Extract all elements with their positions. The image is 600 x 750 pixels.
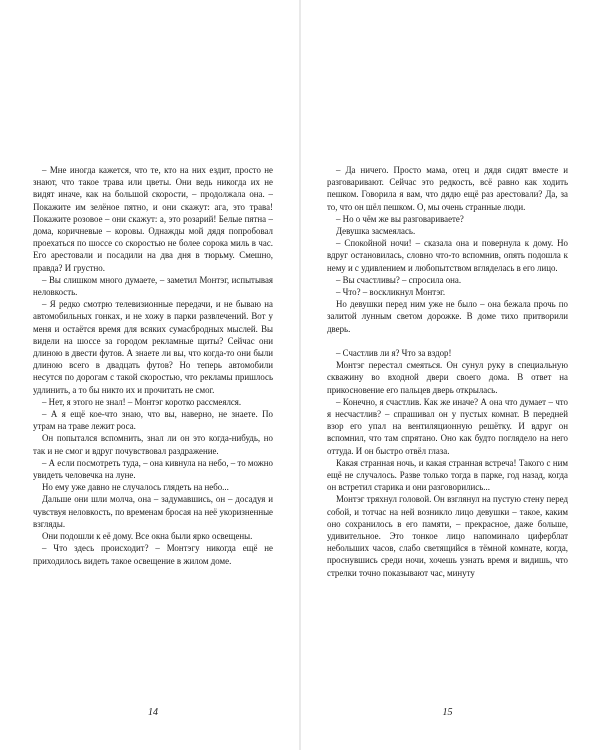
paragraph: – Я редко смотрю телевизионные передачи, и не бываю на автомобильных гонках, и не хожу в парки развлечений. Вот у меня и остаётся время для всяких сумасбродных мыслей. Вы видели на шоссе за городом рекламные щиты? Сейчас они длиною в двести футов. А знаете ли вы, что когда-то они были длиною всего в двадцать футов? Но теперь автомобили несутся по дорогам с такой скоростью, что рекламы пришлось удлинить, а то бы никто их и прочитать не смог. bbox=[33, 299, 273, 395]
paragraph: – А если посмотреть туда, – она кивнула на небо, – то можно увидеть человечка на луне. bbox=[33, 457, 273, 481]
paragraph: – Что? – воскликнул Монтэг. bbox=[336, 287, 446, 298]
paragraph: Дальше они шли молча, она – задумавшись, он – досадуя и чувствуя неловкость, по временам бросая на неё укоризненные взгляды. bbox=[33, 494, 273, 529]
paragraph: Какая странная ночь, и какая странная встреча! Такого с ним ещё не случалось. Разве только тогда в парке, год назад, когда он встретил старика и они разговорились... bbox=[327, 457, 568, 493]
paragraph: – Счастлив ли я? Что за вздор! bbox=[336, 348, 452, 359]
paragraph: – А я ещё кое-что знаю, что вы, наверно, не знаете. По утрам на траве лежит роса. bbox=[33, 409, 273, 432]
page-number-left: 14 bbox=[148, 707, 158, 718]
paragraph: – Что здесь происходит? – Монтэгу никогда ещё не приходилось видеть такое освещение в жилом доме. bbox=[33, 543, 273, 566]
left-page-text bbox=[33, 164, 273, 567]
paragraph: – Да ничего. Просто мама, отец и дядя сидят вместе и разговаривают. Сейчас это редкость, всё равно как ходить пешком. Говорила я вам, что дядю ещё раз арестовали? Да, за то, что он шёл пешком. О, мы очень странные люди. bbox=[327, 165, 568, 212]
paragraph: – Вы счастливы? – спросила она. bbox=[336, 274, 462, 285]
paragraph: Монтэг тряхнул головой. Он взглянул на пустую стену перед собой, и тотчас на ней возникло лицо девушки – такое, каким оно сохранилось в его памяти, – прекрасное, даже больше, удивительное. Это тонкое лицо напоминало циферблат небольших часов, слабо светящийся в тёмной комнате, когда, проснувшись среди ночи, хочешь узнать время и видишь, что стрелки точно показывают час, минуту bbox=[327, 494, 568, 578]
paragraph: Но ему уже давно не случалось глядеть на небо... bbox=[42, 482, 229, 493]
paragraph: – Нет, я этого не знал! – Монтэг коротко рассмеялся. bbox=[42, 396, 242, 407]
paragraph: Девушка засмеялась. bbox=[336, 226, 416, 237]
paragraph: – Спокойной ночи! – сказала она и повернула к дому. Но вдруг остановилась, словно что-то вспомнив, опять подошла к нему и с удивлением и любопытством вгляделась в его лицо. bbox=[327, 238, 568, 273]
paragraph: Монтэг перестал смеяться. Он сунул руку в специальную скважину во входной двери своего дома. В ответ на прикосновение его пальцев дверь открылась. bbox=[327, 360, 568, 395]
book-gutter bbox=[299, 0, 301, 750]
paragraph: – Конечно, я счастлив. Как же иначе? А она что думает – что я несчастлив? – спрашивал он у пустых комнат. В передней взор его упал на вентиляционную решётку. И вдруг он вспомнил, что там спрятано. Оно как будто поглядело на него оттуда. И он быстро отвёл глаза. bbox=[327, 396, 568, 456]
paragraph: Они подошли к её дому. Все окна были ярко освещены. bbox=[42, 531, 253, 542]
paragraph: Он попытался вспомнить, знал ли он это когда-нибудь, но так и не смог и вдруг почувствовал раздражение. bbox=[33, 433, 273, 456]
paragraph: – Мне иногда кажется, что те, кто на них ездит, просто не знают, что такое трава или цветы. Они ведь никогда их не видят иначе, как на большой скорости, – продолжала она. – Покажите им зелёное пятно, и они скажут: ага, это трава! Покажите розовое – они скажут: а, это розарий! Белые пятна – дома, коричневые – коровы. Однажды мой дядя попробовал проехаться по шоссе со скоростью не более сорока миль в час. Его арестовали и посадили на два дня в тюрьму. Смешно, правда? И грустно. bbox=[33, 165, 273, 273]
right-page-text bbox=[327, 164, 568, 579]
page-number-right: 15 bbox=[442, 707, 453, 718]
paragraph: – Но о чём же вы разговариваете? bbox=[336, 213, 464, 224]
paragraph: Но девушки перед ним уже не было – она бежала прочь по залитой лунным светом дорожке. В доме тихо притворили дверь. bbox=[327, 299, 568, 334]
paragraph: – Вы слишком много думаете, – заметил Монтэг, испытывая неловкость. bbox=[33, 274, 273, 298]
